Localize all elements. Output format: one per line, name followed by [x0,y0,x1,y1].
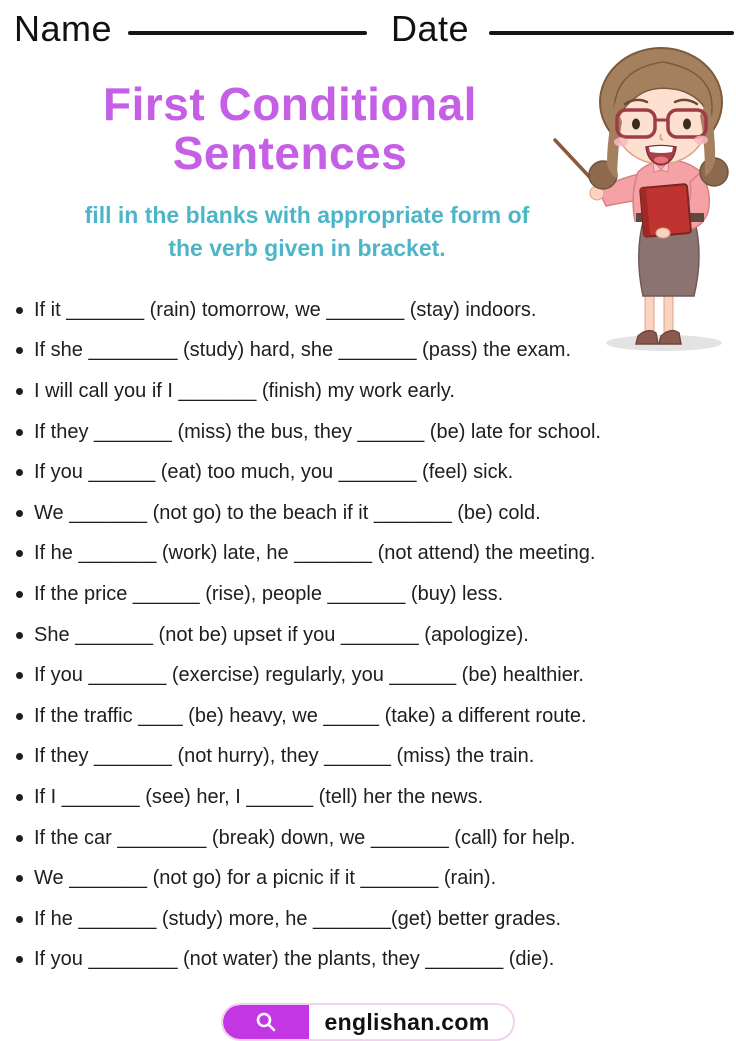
sentence-item [16,696,732,737]
date-blank-line [489,31,734,35]
instructions-line2: the verb given in bracket. [168,235,446,261]
instructions [0,199,614,265]
sentence-item [16,655,732,696]
sentence-text: If you ________ (not water) the plants, they _______ (die). [34,948,555,971]
date-label: Date [391,8,470,49]
sentence-text: If you _______ (exercise) regularly, you ______ (be) healthier. [34,664,584,687]
site-link[interactable] [221,1003,516,1041]
sentence-text: We _______ (not go) to the beach if it _______ (be) cold. [34,501,541,524]
bullet-icon [16,469,23,476]
sentence-item [16,534,732,575]
bullet-icon [16,672,23,679]
bullet-icon [16,429,23,436]
name-label: Name [14,8,113,49]
bullet-icon [16,916,23,923]
sentence-item [16,493,732,534]
sentence-text: If I _______ (see) her, I ______ (tell) her the news. [34,785,484,808]
search-icon [255,1011,277,1033]
sentence-item [16,371,732,412]
sentence-text: If he _______ (work) late, he _______ (not attend) the meeting. [34,542,596,565]
site-link-cap [223,1005,309,1039]
bullet-icon [16,347,23,354]
bullet-icon [16,713,23,720]
sentence-text: If the price ______ (rise), people _______ (buy) less. [34,582,504,605]
bullet-icon [16,388,23,395]
sentence-text: We _______ (not go) for a picnic if it _______ (rain). [34,867,497,890]
bullet-icon [16,307,23,314]
sentence-text: She _______ (not be) upset if you _______ (apologize). [34,623,529,646]
page-title-line2: Sentences [172,127,408,179]
sentence-item [16,940,732,981]
bullet-icon [16,794,23,801]
sentence-text: If he _______ (study) more, he _______(get) better grades. [34,907,562,930]
sentence-item [16,452,732,493]
sentence-item [16,290,732,331]
sentence-item [16,615,732,656]
site-label: englishan.com [324,1008,490,1035]
bullet-icon [16,875,23,882]
page-title [0,80,580,178]
instructions-line1: fill in the blanks with appropriate form of [84,202,530,228]
sentence-text: I will call you if I _______ (finish) my work early. [34,379,455,402]
footer [0,1003,736,1041]
bullet-icon [16,956,23,963]
sentence-text: If it _______ (rain) tomorrow, we _______ (stay) indoors. [34,298,537,321]
name-blank-line [128,31,367,35]
sentence-text: If the car ________ (break) down, we _______ (call) for help. [34,826,576,849]
bullet-icon [16,510,23,517]
bullet-icon [16,632,23,639]
sentence-item [16,574,732,615]
bullet-icon [16,835,23,842]
sentence-item [16,899,732,940]
sentence-item [16,818,732,859]
sentence-item [16,412,732,453]
sentence-item [16,331,732,372]
sentence-item [16,858,732,899]
sentence-text: If they _______ (miss) the bus, they ______ (be) late for school. [34,420,601,443]
sentence-text: If she ________ (study) hard, she _______ (pass) the exam. [34,339,572,362]
bullet-icon [16,753,23,760]
sentence-text: If they _______ (not hurry), they ______ (miss) the train. [34,745,535,768]
sentence-list [16,290,732,980]
sentence-item [16,777,732,818]
page-title-line1: First Conditional [103,78,477,130]
sentence-item [16,737,732,778]
bullet-icon [16,591,23,598]
sentence-text: If the traffic ____ (be) heavy, we _____ (take) a different route. [34,704,587,727]
sentence-text: If you ______ (eat) too much, you _______ (feel) sick. [34,461,514,484]
bullet-icon [16,550,23,557]
